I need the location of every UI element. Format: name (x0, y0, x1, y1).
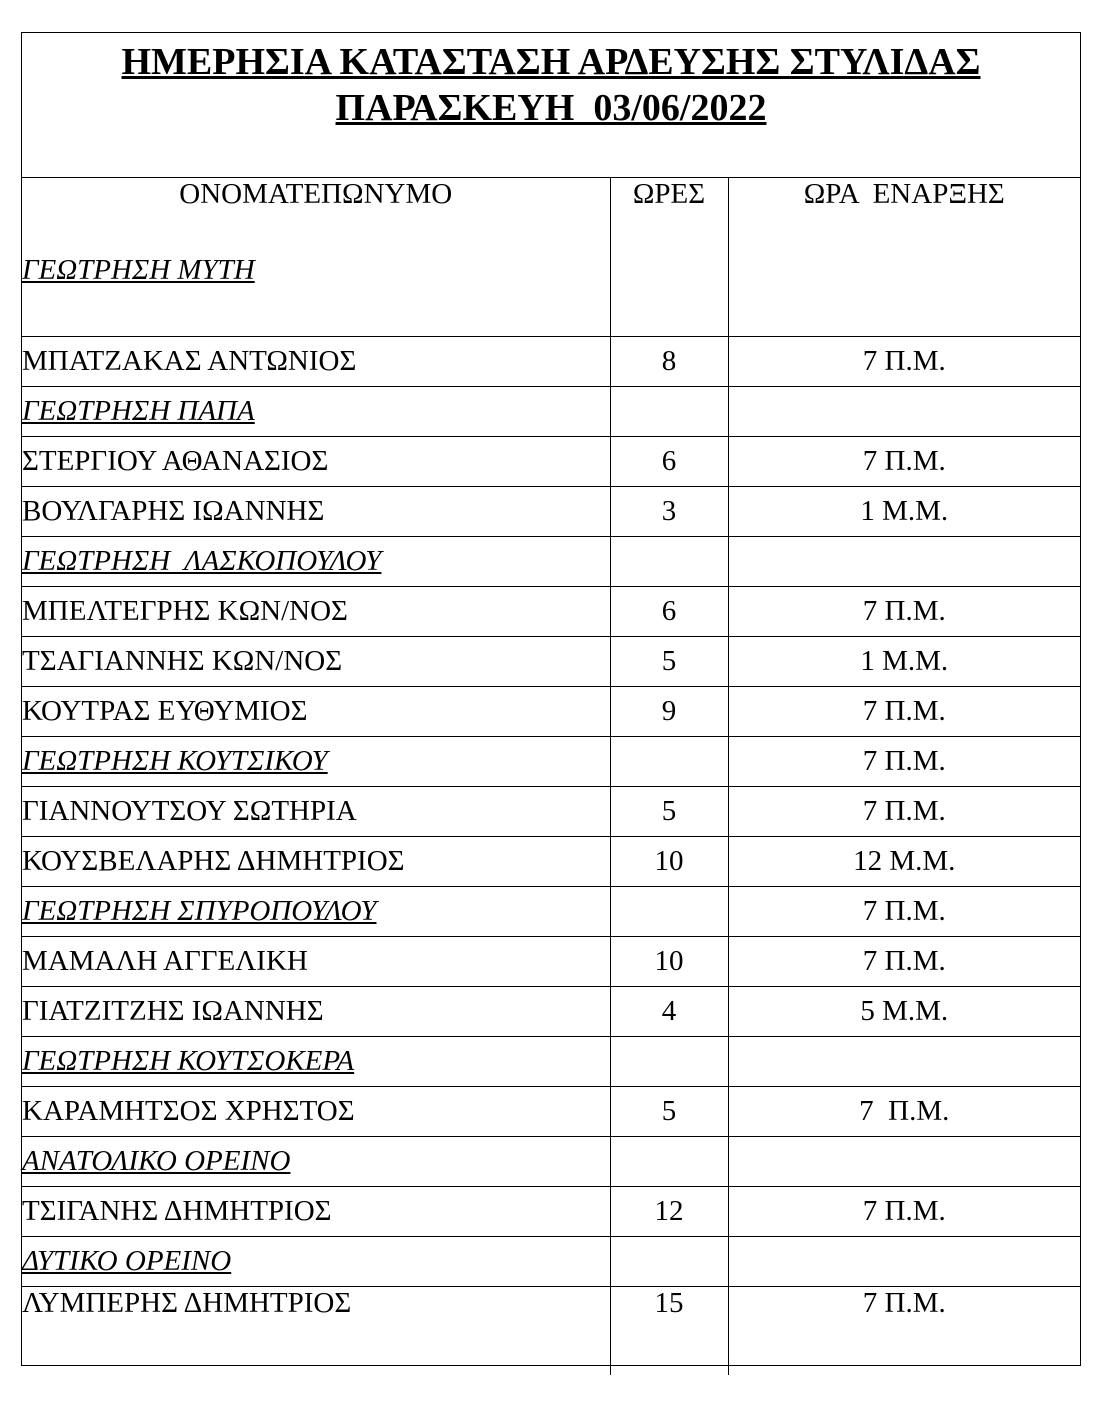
well-section-name: ΔΥΤΙΚΟ ΟΡΕΙΝΟ (22, 1237, 610, 1287)
start-time-cell (728, 1137, 1080, 1187)
start-time-cell: 7 Π.Μ. (862, 1287, 946, 1319)
start-time-cell: 5 Μ.Μ. (728, 987, 1080, 1037)
hours-cell (610, 387, 728, 437)
start-time-cell: 7 Π.Μ. (728, 687, 1080, 737)
person-name: ΜΠΑΤΖΑΚΑΣ ΑΝΤΩΝΙΟΣ (22, 337, 610, 387)
section-row (22, 887, 1080, 937)
table-row (22, 487, 1080, 537)
section-row (22, 1037, 1080, 1087)
hours-cell (610, 1237, 728, 1287)
document-date: ΠΑΡΑΣΚΕΥΗ 03/06/2022 (335, 87, 767, 129)
person-name: ΚΟΥΣΒΕΛΑΡΗΣ ΔΗΜΗΤΡΙΟΣ (22, 837, 610, 887)
start-time-cell: 7 Π.Μ. (728, 437, 1080, 487)
start-time-cell: 12 Μ.Μ. (728, 837, 1080, 887)
hours-cell: 4 (610, 987, 728, 1037)
table-body (22, 254, 1080, 1375)
start-time-cell: 1 Μ.Μ. (728, 637, 1080, 687)
start-time-cell: 7 Π.Μ. (728, 937, 1080, 987)
start-time-cell: 7 Π.Μ. (728, 737, 1080, 787)
document-title: ΗΜΕΡΗΣΙΑ ΚΑΤΑΣΤΑΣΗ ΑΡΔΕΥΣΗΣ ΣΤΥΛΙΔΑΣ (121, 41, 981, 83)
start-time-cell (728, 537, 1080, 587)
hours-cell: 10 (610, 937, 728, 987)
hours-cell (610, 537, 728, 587)
table-row (22, 837, 1080, 887)
table-header-row (22, 178, 1080, 254)
well-section-name: ΓΕΩΤΡΗΣΗ ΜΥΤΗ (22, 254, 610, 337)
table-row (22, 637, 1080, 687)
start-time-cell: 7 Π.Μ. (728, 887, 1080, 937)
section-row (22, 1237, 1080, 1287)
well-section-name: ΓΕΩΤΡΗΣΗ ΚΟΥΤΣΙΚΟΥ (22, 737, 610, 787)
hours-cell (610, 737, 728, 787)
well-section-name: ΓΕΩΤΡΗΣΗ ΣΠΥΡΟΠΟΥΛΟΥ (22, 887, 610, 937)
table-row (22, 1287, 1080, 1376)
start-time-cell (728, 387, 1080, 437)
table-row (22, 587, 1080, 637)
person-name: ΚΟΥΤΡΑΣ ΕΥΘΥΜΙΟΣ (22, 687, 610, 737)
table-row (22, 987, 1080, 1037)
person-name: ΜΠΕΛΤΕΓΡΗΣ ΚΩΝ/ΝΟΣ (22, 587, 610, 637)
table-row (22, 787, 1080, 837)
start-time-cell: 7 Π.Μ. (728, 1087, 1080, 1137)
table-row (22, 687, 1080, 737)
hours-cell: 12 (610, 1187, 728, 1237)
start-time-cell: 7 Π.Μ. (728, 337, 1080, 387)
header-name: ΟΝΟΜΑΤΕΠΩΝΥΜΟ (22, 178, 610, 254)
hours-cell: 15 (610, 1287, 728, 1376)
hours-cell: 5 (610, 637, 728, 687)
header-hours: ΩΡΕΣ (610, 178, 728, 254)
hours-cell: 6 (610, 437, 728, 487)
hours-cell: 3 (610, 487, 728, 537)
well-section-name: ΓΕΩΤΡΗΣΗ ΛΑΣΚΟΠΟΥΛΟΥ (22, 537, 610, 587)
section-row (22, 537, 1080, 587)
hours-cell: 6 (610, 587, 728, 637)
hours-cell (610, 887, 728, 937)
person-name: ΣΤΕΡΓΙΟΥ ΑΘΑΝΑΣΙΟΣ (22, 437, 610, 487)
person-name: ΓΙΑΝΝΟΥΤΣΟΥ ΣΩΤΗΡΙΑ (22, 787, 610, 837)
person-name: ΤΣΙΓΑΝΗΣ ΔΗΜΗΤΡΙΟΣ (22, 1187, 610, 1237)
section-row (22, 737, 1080, 787)
start-time-cell (728, 1237, 1080, 1287)
table-row (22, 937, 1080, 987)
well-section-name: ΓΕΩΤΡΗΣΗ ΠΑΠΑ (22, 387, 610, 437)
well-section-name: ΑΝΑΤΟΛΙΚΟ ΟΡΕΙΝΟ (22, 1137, 610, 1187)
hours-cell: 9 (610, 687, 728, 737)
table-row (22, 437, 1080, 487)
person-name: ΒΟΥΛΓΑΡΗΣ ΙΩΑΝΝΗΣ (22, 487, 610, 537)
section-row (22, 254, 1080, 337)
hours-cell (610, 254, 728, 337)
hours-cell: 5 (610, 787, 728, 837)
hours-cell: 8 (610, 337, 728, 387)
title-block (22, 33, 1080, 178)
table-row (22, 1187, 1080, 1237)
start-time-cell: 7 Π.Μ. (728, 587, 1080, 637)
hours-cell: 5 (610, 1087, 728, 1137)
irrigation-roster-table (22, 178, 1080, 1375)
start-time-cell (728, 1037, 1080, 1087)
section-row (22, 387, 1080, 437)
start-time-cell: 7 Π.Μ. (728, 1187, 1080, 1237)
hours-cell: 10 (610, 837, 728, 887)
table-row (22, 1087, 1080, 1137)
start-time-cell: 7 Π.Μ. (728, 787, 1080, 837)
start-time-cell: 1 Μ.Μ. (728, 487, 1080, 537)
person-name: ΜΑΜΑΛΗ ΑΓΓΕΛΙΚΗ (22, 937, 610, 987)
person-name: ΛΥΜΠΕΡΗΣ ΔΗΜΗΤΡΙΟΣ (22, 1287, 610, 1376)
hours-cell (610, 1137, 728, 1187)
start-time-cell (728, 254, 1080, 337)
person-name: ΤΣΑΓΙΑΝΝΗΣ ΚΩΝ/ΝΟΣ (22, 637, 610, 687)
person-name: ΓΙΑΤΖΙΤΖΗΣ ΙΩΑΝΝΗΣ (22, 987, 610, 1037)
header-start-time: ΩΡΑ ΕΝΑΡΞΗΣ (803, 178, 1005, 210)
hours-cell (610, 1037, 728, 1087)
person-name: ΚΑΡΑΜΗΤΣΟΣ ΧΡΗΣΤΟΣ (22, 1087, 610, 1137)
well-section-name: ΓΕΩΤΡΗΣΗ ΚΟΥΤΣΟΚΕΡΑ (22, 1037, 610, 1087)
schedule-sheet (21, 32, 1081, 1366)
section-row (22, 1137, 1080, 1187)
table-row (22, 337, 1080, 387)
